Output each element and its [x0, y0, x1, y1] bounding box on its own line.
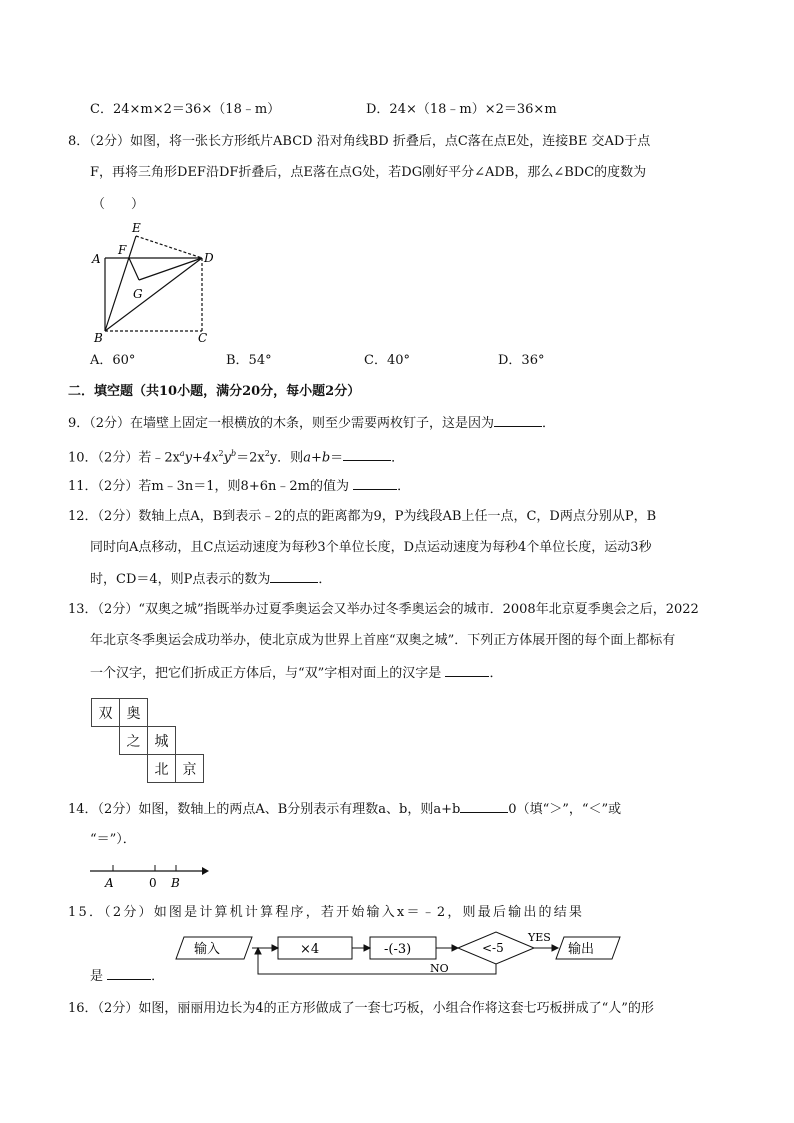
q12-line3-text: 时，CD＝4，则P点表示的数为 [90, 572, 271, 587]
q12-line2: 同时向A点移动，且C点运动速度为每秒3个单位长度，D点运动速度为每秒4个单位长度，运动3秒 [90, 540, 652, 555]
no-label: NO [430, 962, 449, 975]
input-label: 输入 [194, 942, 221, 957]
q8-fold-figure [88, 218, 218, 346]
q15-flowchart [172, 926, 624, 978]
label-d: D [204, 251, 214, 265]
label-c: C [198, 331, 208, 345]
q14-blank [460, 800, 508, 813]
yes-label: YES [528, 931, 551, 944]
label-b: B [94, 331, 103, 345]
q10-exp-a: a [179, 449, 185, 458]
q15-line2-text: 是 [90, 969, 104, 984]
edge-ed [136, 236, 202, 258]
q14-number-line [88, 860, 210, 892]
q8-option-b: B．54° [226, 353, 272, 368]
label-e: E [132, 221, 141, 235]
q10-y2: y．则 [269, 450, 304, 466]
q11: 11．（2分）若m﹣3n＝1，则8+6n﹣2m的值为 ． [68, 479, 411, 494]
tick-label-0: 0 [149, 876, 157, 890]
q13-line2: 年北京冬季奥运会成功举办，使北京成为世界上首座“双奥之城”．下列正方体展开图的每个面上都标有 [90, 633, 676, 648]
section-2-heading: 二．填空题（共10小题，满分20分，每小题2分） [68, 384, 361, 399]
q7-option-d: D．24×（18﹣m）×2＝36×m [366, 102, 557, 117]
q11-text: 11．（2分）若m﹣3n＝1，则8+6n﹣2m的值为 [68, 479, 349, 494]
q10-exp-b: b [231, 449, 237, 458]
net-cell-bei: 北 [147, 754, 176, 783]
tick-label-b: B [171, 876, 180, 890]
q9-blank [494, 414, 542, 427]
q10-exp-2b: 2 [264, 449, 270, 458]
output-label: 输出 [568, 942, 595, 957]
q9-text: 9．（2分）在墙壁上固定一根横放的木条，则至少需要两枚钉子，这是因为 [68, 416, 495, 431]
q13-line3-text: 一个汉字，把它们折成正方体后，与“双”字相对面上的汉字是 [90, 666, 442, 681]
label-f: F [118, 243, 127, 257]
q8-answer-paren: （ ） [92, 197, 145, 212]
net-cell-zhi: 之 [119, 726, 148, 755]
label-g: G [133, 287, 143, 301]
tick-label-a: A [105, 876, 114, 890]
net-cell-shuang: 双 [91, 698, 120, 727]
q15-blank [107, 967, 151, 980]
edge-gd [139, 258, 202, 280]
q10-blank [343, 448, 391, 461]
net-cell-ao: 奥 [119, 698, 148, 727]
loop-back [258, 954, 496, 974]
q12-blank [270, 570, 318, 583]
q8-option-d: D．36° [498, 353, 545, 368]
q10: 10．（2分）若$﹣2x^ay+4x^2y^b=2x^2y$．则a+b＝ ． [68, 449, 405, 466]
axis-arrow [202, 867, 209, 875]
q13-line3: 一个汉字，把它们折成正方体后，与“双”字相对面上的汉字是 ． [90, 666, 503, 681]
q11-blank [353, 477, 397, 490]
q13-blank [445, 664, 489, 677]
multiply-label: ×4 [300, 942, 320, 957]
condition-label: <-5 [482, 941, 504, 955]
q10-exp-2: 2 [218, 449, 224, 458]
q10-pre: 10．（2分）若﹣2x [68, 450, 180, 466]
q14-line1 [68, 800, 621, 819]
q8-line2: F，再将三角形DEF沿DF折叠后，点E落在点G处，若DG刚好平分∠ADB，那么∠BDC的度数为 [90, 165, 647, 180]
edge-fg [129, 258, 139, 280]
q10-y: y+4x [184, 450, 219, 466]
edge-bd [105, 258, 202, 331]
q10-end: ＝ [330, 450, 344, 466]
q8-option-c: C．40° [364, 353, 410, 368]
q10-ab: a+b [303, 450, 331, 466]
q10-eq: ＝2x [236, 450, 265, 466]
q14-line1-text: 14．（2分）如图，数轴上的两点A、B分别表示有理数a、b，则a+b [68, 802, 461, 817]
q7-option-c: C．24×m×2＝36×（18﹣m） [90, 102, 281, 117]
label-a: A [92, 252, 101, 266]
net-cell-jing: 京 [175, 754, 204, 783]
q8-option-a: A．60° [90, 353, 136, 368]
q12-line1: 12．（2分）数轴上点A，B到表示﹣2的点的距离都为9，P为线段AB上任一点，C，D两点分别从P，B [68, 509, 657, 524]
q8-line1: 8．（2分）如图，将一张长方形纸片ABCD 沿对角线BD 折叠后，点C落在点E处，连接BE 交AD于点 [68, 134, 651, 149]
q10-yb: y [223, 450, 231, 466]
q15-line1: 15．（2分）如图是计算机计算程序，若开始输入x＝﹣2，则最后输出的结果 [68, 905, 585, 920]
q15-line2: 是 ． [90, 969, 165, 984]
q14-line2: “＝”）． [90, 832, 136, 847]
q9: 9．（2分）在墙壁上固定一根横放的木条，则至少需要两枚钉子，这是因为 ． [68, 416, 556, 431]
net-cell-cheng: 城 [147, 726, 176, 755]
q16-line1: 16．（2分）如图，丽丽用边长为4的正方形做成了一套七巧板，小组合作将这套七巧板拼成了“人”的形 [68, 1001, 654, 1016]
minus-label: -(-3) [384, 942, 412, 957]
q12-line3: 时，CD＝4，则P点表示的数为 ． [90, 572, 332, 587]
q13-line1: 13．（2分）“双奥之城”指既举办过夏季奥运会又举办过冬季奥运会的城市．2008年北京夏季奥会之后，2022 [68, 602, 699, 617]
q14-line1b: 0（填“＞”，“＜”或 [508, 802, 622, 817]
